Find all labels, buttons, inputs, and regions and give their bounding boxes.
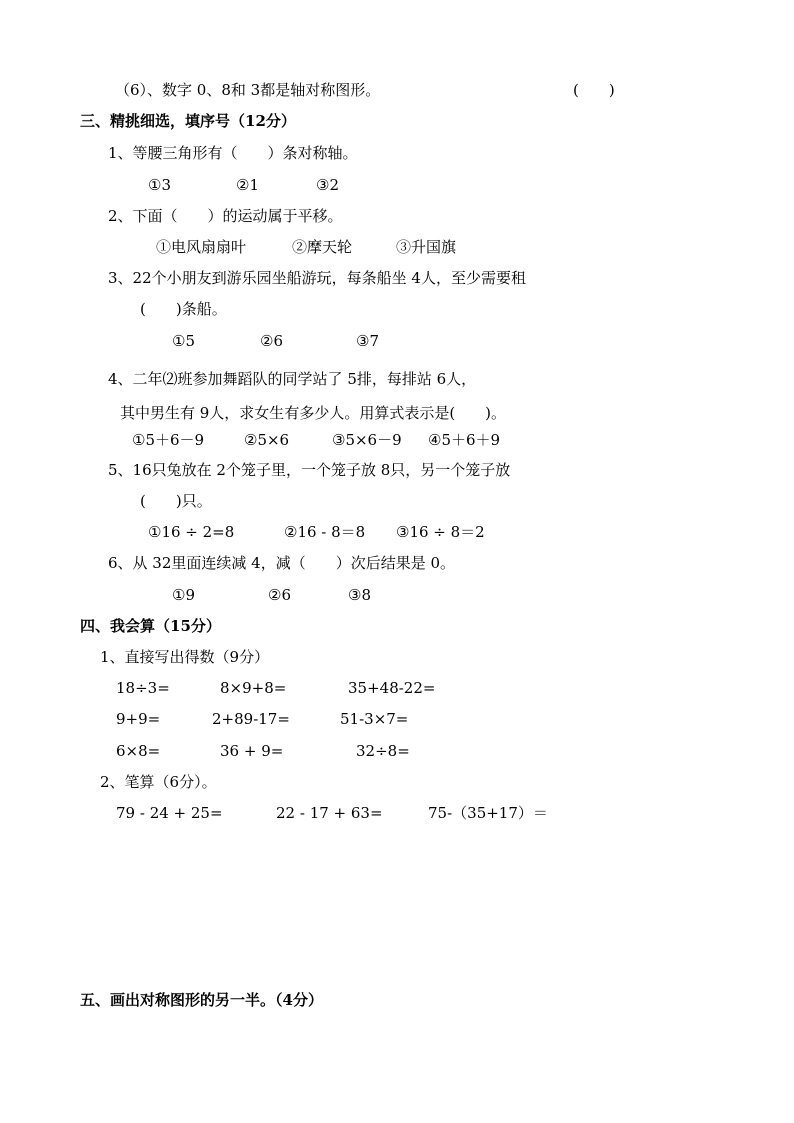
calc-item: 6×8= xyxy=(116,742,161,760)
section-4-title: 四、我会算（15分） xyxy=(80,617,221,635)
calc-item: 9+9= xyxy=(116,710,161,728)
answer-parens: ( ) xyxy=(573,81,615,99)
option: ②16 - 8＝8 xyxy=(284,523,366,541)
section-5-title: 五、画出对称图形的另一半。（4分） xyxy=(80,991,323,1009)
question-6: 6、从 32里面连续减 4，减（ ）次后结果是 0。 xyxy=(108,554,456,572)
judge-item-6: （6）、数字 0、8和 3都是轴对称图形。 xyxy=(115,81,381,99)
question-2: 2、下面（ ）的运动属于平移。 xyxy=(108,207,343,225)
calc-item: 36 + 9= xyxy=(220,742,284,760)
option: ③8 xyxy=(348,586,371,604)
question-3: 3、22个小朋友到游乐园坐船游玩，每条船坐 4人，至少需要租 xyxy=(108,269,526,287)
subsection-2-title: 2、笔算（6分）。 xyxy=(100,773,217,791)
section-3-title: 三、精挑细选，填序号（12分） xyxy=(80,112,296,130)
option: ①16 ÷ 2=8 xyxy=(148,523,235,541)
question-1: 1、等腰三角形有（ ）条对称轴。 xyxy=(108,144,358,162)
subsection-1-title: 1、直接写出得数（9分） xyxy=(100,648,270,666)
option: ②6 xyxy=(260,332,283,350)
option: ③升国旗 xyxy=(396,238,457,256)
option: ①3 xyxy=(148,176,171,194)
calc-item: 22 - 17 + 63= xyxy=(276,804,383,822)
option: ①9 xyxy=(172,586,195,604)
question-4-cont: 其中男生有 9人，求女生有多少人。用算式表示是( )。 xyxy=(120,404,507,422)
option: ①5 xyxy=(172,332,195,350)
option: ②1 xyxy=(236,176,259,194)
question-5: 5、16只兔放在 2个笼子里，一个笼子放 8只，另一个笼子放 xyxy=(108,461,511,479)
calc-item: 32÷8= xyxy=(356,742,410,760)
option: ②6 xyxy=(268,586,291,604)
calc-item: 79 - 24 + 25= xyxy=(116,804,223,822)
option: ①5＋6－9 xyxy=(132,431,205,449)
option: ③2 xyxy=(316,176,339,194)
option: ②摩天轮 xyxy=(292,238,353,256)
option: ③7 xyxy=(356,332,379,350)
calc-item: 35+48-22= xyxy=(348,679,436,697)
calc-item: 18÷3= xyxy=(116,679,170,697)
calc-item: 51-3×7= xyxy=(340,710,409,728)
option: ②5×6 xyxy=(244,431,290,449)
calc-item: 2+89-17= xyxy=(212,710,290,728)
option: ③16 ÷ 8＝2 xyxy=(396,523,485,541)
question-3-cont: ( )条船。 xyxy=(140,300,227,318)
question-4: 4、二年⑵班参加舞蹈队的同学站了 5排，每排站 6人， xyxy=(108,370,477,388)
calc-item: 8×9+8= xyxy=(220,679,287,697)
option: ①电风扇扇叶 xyxy=(156,238,247,256)
calc-item: 75-（35+17）＝ xyxy=(428,804,548,822)
option: ④5＋6＋9 xyxy=(428,431,501,449)
option: ③5×6－9 xyxy=(332,431,402,449)
question-5-cont: ( )只。 xyxy=(140,492,212,510)
